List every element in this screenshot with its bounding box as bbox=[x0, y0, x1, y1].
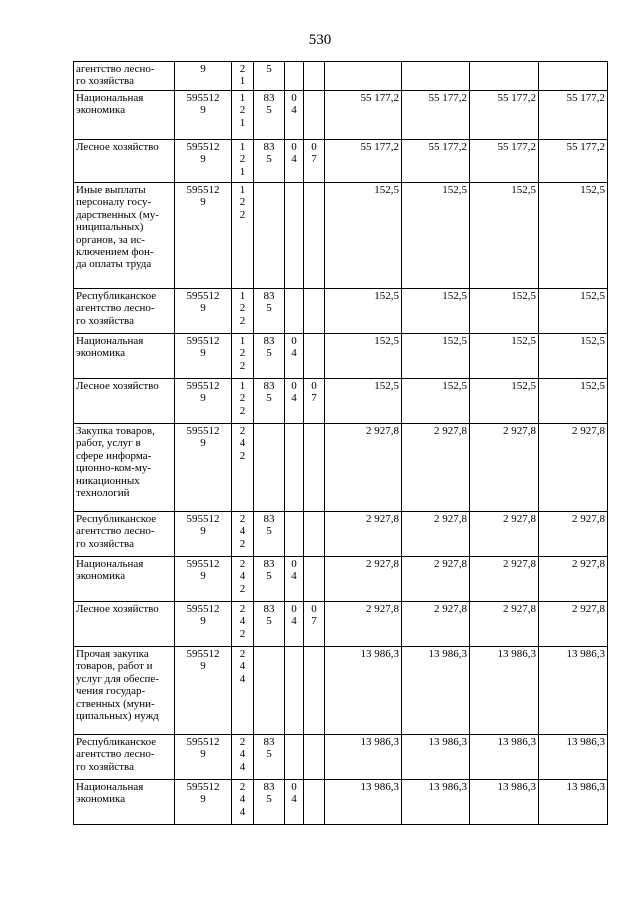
row-subdivision bbox=[304, 289, 325, 334]
row-ministry: 83 5 bbox=[254, 334, 285, 379]
row-value-4: 13 986,3 bbox=[539, 647, 608, 735]
row-value-1: 152,5 bbox=[325, 379, 402, 424]
row-value-4: 152,5 bbox=[539, 379, 608, 424]
row-value-1: 2 927,8 bbox=[325, 557, 402, 602]
row-division bbox=[285, 512, 304, 557]
table-body bbox=[74, 62, 608, 825]
row-value-2: 13 986,3 bbox=[402, 735, 470, 780]
table-row bbox=[74, 424, 608, 512]
table-row bbox=[74, 289, 608, 334]
row-value-3: 2 927,8 bbox=[470, 512, 539, 557]
row-name: Прочая закупка товаров, работ и услуг для обеспе- чения государ- ственных (муни- ципальных) нужд bbox=[74, 647, 175, 735]
row-ministry bbox=[254, 647, 285, 735]
row-value-2: 2 927,8 bbox=[402, 602, 470, 647]
row-value-4: 2 927,8 bbox=[539, 424, 608, 512]
row-code: 595512 9 bbox=[175, 379, 232, 424]
row-value-4: 13 986,3 bbox=[539, 735, 608, 780]
row-value-3: 2 927,8 bbox=[470, 557, 539, 602]
row-section: 2 4 4 bbox=[232, 735, 254, 780]
row-name: Национальная экономика bbox=[74, 557, 175, 602]
row-value-2: 152,5 bbox=[402, 334, 470, 379]
row-value-2: 2 927,8 bbox=[402, 424, 470, 512]
row-name: агентство лесно- го хозяйства bbox=[74, 62, 175, 91]
row-value-2: 13 986,3 bbox=[402, 780, 470, 825]
table-row bbox=[74, 140, 608, 183]
row-name: Национальная экономика bbox=[74, 91, 175, 140]
row-code: 9 bbox=[175, 62, 232, 91]
row-value-4: 55 177,2 bbox=[539, 91, 608, 140]
row-subdivision: 0 7 bbox=[304, 140, 325, 183]
row-ministry: 83 5 bbox=[254, 289, 285, 334]
row-division bbox=[285, 289, 304, 334]
row-subdivision bbox=[304, 334, 325, 379]
row-division: 0 4 bbox=[285, 334, 304, 379]
row-subdivision bbox=[304, 183, 325, 289]
table-row bbox=[74, 735, 608, 780]
row-value-1: 2 927,8 bbox=[325, 424, 402, 512]
row-value-1: 13 986,3 bbox=[325, 780, 402, 825]
row-subdivision bbox=[304, 557, 325, 602]
row-code: 595512 9 bbox=[175, 780, 232, 825]
row-subdivision bbox=[304, 424, 325, 512]
row-value-4 bbox=[539, 62, 608, 91]
row-division: 0 4 bbox=[285, 602, 304, 647]
row-ministry bbox=[254, 424, 285, 512]
row-value-4: 152,5 bbox=[539, 183, 608, 289]
table-row bbox=[74, 647, 608, 735]
row-code: 595512 9 bbox=[175, 183, 232, 289]
row-value-3: 152,5 bbox=[470, 289, 539, 334]
row-name: Республиканское агентство лесно- го хозяйства bbox=[74, 735, 175, 780]
row-code: 595512 9 bbox=[175, 647, 232, 735]
table-row bbox=[74, 557, 608, 602]
row-subdivision bbox=[304, 512, 325, 557]
row-section: 2 4 4 bbox=[232, 780, 254, 825]
row-value-2: 2 927,8 bbox=[402, 512, 470, 557]
row-division: 0 4 bbox=[285, 140, 304, 183]
row-value-4: 55 177,2 bbox=[539, 140, 608, 183]
page-number: 530 bbox=[308, 32, 332, 48]
row-value-3: 2 927,8 bbox=[470, 602, 539, 647]
row-value-1: 13 986,3 bbox=[325, 647, 402, 735]
row-ministry: 83 5 bbox=[254, 557, 285, 602]
row-section: 2 4 2 bbox=[232, 512, 254, 557]
row-section: 2 4 2 bbox=[232, 424, 254, 512]
row-division: 0 4 bbox=[285, 780, 304, 825]
row-section: 2 4 2 bbox=[232, 557, 254, 602]
row-value-2 bbox=[402, 62, 470, 91]
row-value-3: 152,5 bbox=[470, 183, 539, 289]
row-division bbox=[285, 647, 304, 735]
row-ministry: 83 5 bbox=[254, 91, 285, 140]
row-value-4: 2 927,8 bbox=[539, 602, 608, 647]
row-subdivision bbox=[304, 647, 325, 735]
table-row bbox=[74, 91, 608, 140]
row-subdivision bbox=[304, 735, 325, 780]
row-value-4: 2 927,8 bbox=[539, 512, 608, 557]
row-value-2: 55 177,2 bbox=[402, 91, 470, 140]
row-division bbox=[285, 424, 304, 512]
row-value-3 bbox=[470, 62, 539, 91]
row-value-2: 55 177,2 bbox=[402, 140, 470, 183]
table-row bbox=[74, 62, 608, 91]
row-value-2: 152,5 bbox=[402, 289, 470, 334]
row-value-3: 13 986,3 bbox=[470, 735, 539, 780]
row-value-4: 152,5 bbox=[539, 334, 608, 379]
row-value-3: 55 177,2 bbox=[470, 91, 539, 140]
row-value-1: 152,5 bbox=[325, 289, 402, 334]
row-code: 595512 9 bbox=[175, 735, 232, 780]
row-value-1: 152,5 bbox=[325, 183, 402, 289]
table-row bbox=[74, 780, 608, 825]
row-division: 0 4 bbox=[285, 91, 304, 140]
row-value-1: 55 177,2 bbox=[325, 140, 402, 183]
row-name: Лесное хозяйство bbox=[74, 379, 175, 424]
row-division bbox=[285, 183, 304, 289]
row-code: 595512 9 bbox=[175, 140, 232, 183]
row-value-3: 2 927,8 bbox=[470, 424, 539, 512]
row-section: 2 4 4 bbox=[232, 647, 254, 735]
row-code: 595512 9 bbox=[175, 91, 232, 140]
row-subdivision bbox=[304, 91, 325, 140]
row-value-2: 2 927,8 bbox=[402, 557, 470, 602]
row-ministry: 83 5 bbox=[254, 602, 285, 647]
row-value-2: 152,5 bbox=[402, 379, 470, 424]
row-division bbox=[285, 735, 304, 780]
row-ministry bbox=[254, 183, 285, 289]
row-value-3: 55 177,2 bbox=[470, 140, 539, 183]
row-value-4: 13 986,3 bbox=[539, 780, 608, 825]
table-row bbox=[74, 512, 608, 557]
row-ministry: 83 5 bbox=[254, 512, 285, 557]
table-row bbox=[74, 379, 608, 424]
row-name: Республиканское агентство лесно- го хозяйства bbox=[74, 512, 175, 557]
row-subdivision: 0 7 bbox=[304, 379, 325, 424]
row-value-1: 2 927,8 bbox=[325, 602, 402, 647]
table-row bbox=[74, 183, 608, 289]
row-code: 595512 9 bbox=[175, 512, 232, 557]
row-code: 595512 9 bbox=[175, 424, 232, 512]
row-ministry: 83 5 bbox=[254, 735, 285, 780]
row-name: Национальная экономика bbox=[74, 334, 175, 379]
row-division: 0 4 bbox=[285, 557, 304, 602]
row-value-3: 13 986,3 bbox=[470, 647, 539, 735]
row-name: Иные выплаты персоналу госу- дарственных (му- ниципальных) органов, за ис- ключением фон- да оплаты труда bbox=[74, 183, 175, 289]
row-value-4: 152,5 bbox=[539, 289, 608, 334]
row-name: Национальная экономика bbox=[74, 780, 175, 825]
row-division bbox=[285, 62, 304, 91]
row-code: 595512 9 bbox=[175, 289, 232, 334]
row-section: 1 2 2 bbox=[232, 289, 254, 334]
row-value-3: 152,5 bbox=[470, 379, 539, 424]
row-ministry: 5 bbox=[254, 62, 285, 91]
row-division: 0 4 bbox=[285, 379, 304, 424]
row-value-4: 2 927,8 bbox=[539, 557, 608, 602]
row-value-1 bbox=[325, 62, 402, 91]
row-value-2: 152,5 bbox=[402, 183, 470, 289]
row-section: 1 2 2 bbox=[232, 379, 254, 424]
row-subdivision bbox=[304, 62, 325, 91]
row-section: 2 4 2 bbox=[232, 602, 254, 647]
row-value-3: 13 986,3 bbox=[470, 780, 539, 825]
row-ministry: 83 5 bbox=[254, 379, 285, 424]
row-value-1: 55 177,2 bbox=[325, 91, 402, 140]
row-ministry: 83 5 bbox=[254, 140, 285, 183]
row-name: Республиканское агентство лесно- го хозяйства bbox=[74, 289, 175, 334]
table-row bbox=[74, 602, 608, 647]
row-ministry: 83 5 bbox=[254, 780, 285, 825]
row-subdivision: 0 7 bbox=[304, 602, 325, 647]
row-code: 595512 9 bbox=[175, 557, 232, 602]
row-section: 1 2 2 bbox=[232, 334, 254, 379]
row-section: 1 2 1 bbox=[232, 91, 254, 140]
row-name: Лесное хозяйство bbox=[74, 602, 175, 647]
row-section: 1 2 1 bbox=[232, 140, 254, 183]
row-value-3: 152,5 bbox=[470, 334, 539, 379]
table-row bbox=[74, 334, 608, 379]
row-section: 2 1 bbox=[232, 62, 254, 91]
row-value-2: 13 986,3 bbox=[402, 647, 470, 735]
row-code: 595512 9 bbox=[175, 602, 232, 647]
row-code: 595512 9 bbox=[175, 334, 232, 379]
row-section: 1 2 2 bbox=[232, 183, 254, 289]
row-value-1: 152,5 bbox=[325, 334, 402, 379]
row-name: Закупка товаров, работ, услуг в сфере информа- ционно-ком-му- никационных технологий bbox=[74, 424, 175, 512]
budget-table bbox=[73, 61, 608, 825]
row-value-1: 13 986,3 bbox=[325, 735, 402, 780]
row-subdivision bbox=[304, 780, 325, 825]
row-value-1: 2 927,8 bbox=[325, 512, 402, 557]
row-name: Лесное хозяйство bbox=[74, 140, 175, 183]
